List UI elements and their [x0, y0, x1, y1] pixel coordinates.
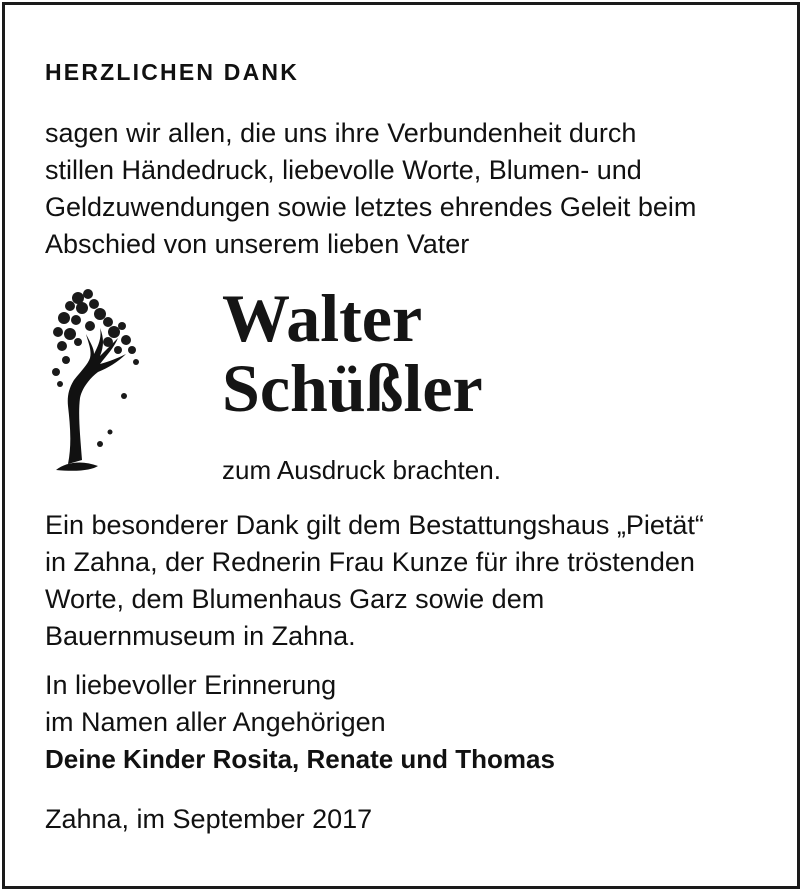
- signature: Deine Kinder Rosita, Renate und Thomas: [45, 744, 555, 774]
- thanks-line: in Zahna, der Rednerin Frau Kunze für ihre tröstenden: [45, 547, 695, 577]
- notice-heading: HERZLICHEN DANK: [45, 59, 300, 85]
- deceased-name: [222, 280, 483, 426]
- closing-line: im Namen aller Angehörigen: [45, 707, 386, 737]
- thanks-line: Bauernmuseum in Zahna.: [45, 621, 356, 651]
- intro-line: Abschied von unserem lieben Vater: [45, 229, 470, 259]
- intro-line: Geldzuwendungen sowie letztes ehrendes Geleit beim: [45, 192, 697, 222]
- tree-icon: [48, 284, 144, 480]
- closing-line: In liebevoller Erinnerung: [45, 670, 337, 700]
- thanks-paragraph: [45, 507, 785, 655]
- place-date: Zahna, im September 2017: [45, 804, 373, 834]
- expression-line: zum Ausdruck brachten.: [222, 455, 501, 485]
- intro-line: stillen Händedruck, liebevolle Worte, Blumen- und: [45, 155, 642, 185]
- thanks-line: Ein besonderer Dank gilt dem Bestattungshaus „Pietät“: [45, 510, 704, 540]
- thanks-line: Worte, dem Blumenhaus Garz sowie dem: [45, 584, 545, 614]
- closing-block: [45, 667, 785, 778]
- intro-paragraph: [45, 115, 785, 263]
- intro-line: sagen wir allen, die uns ihre Verbundenheit durch: [45, 118, 637, 148]
- first-name: Walter: [222, 280, 423, 356]
- last-name: Schüßler: [222, 350, 483, 426]
